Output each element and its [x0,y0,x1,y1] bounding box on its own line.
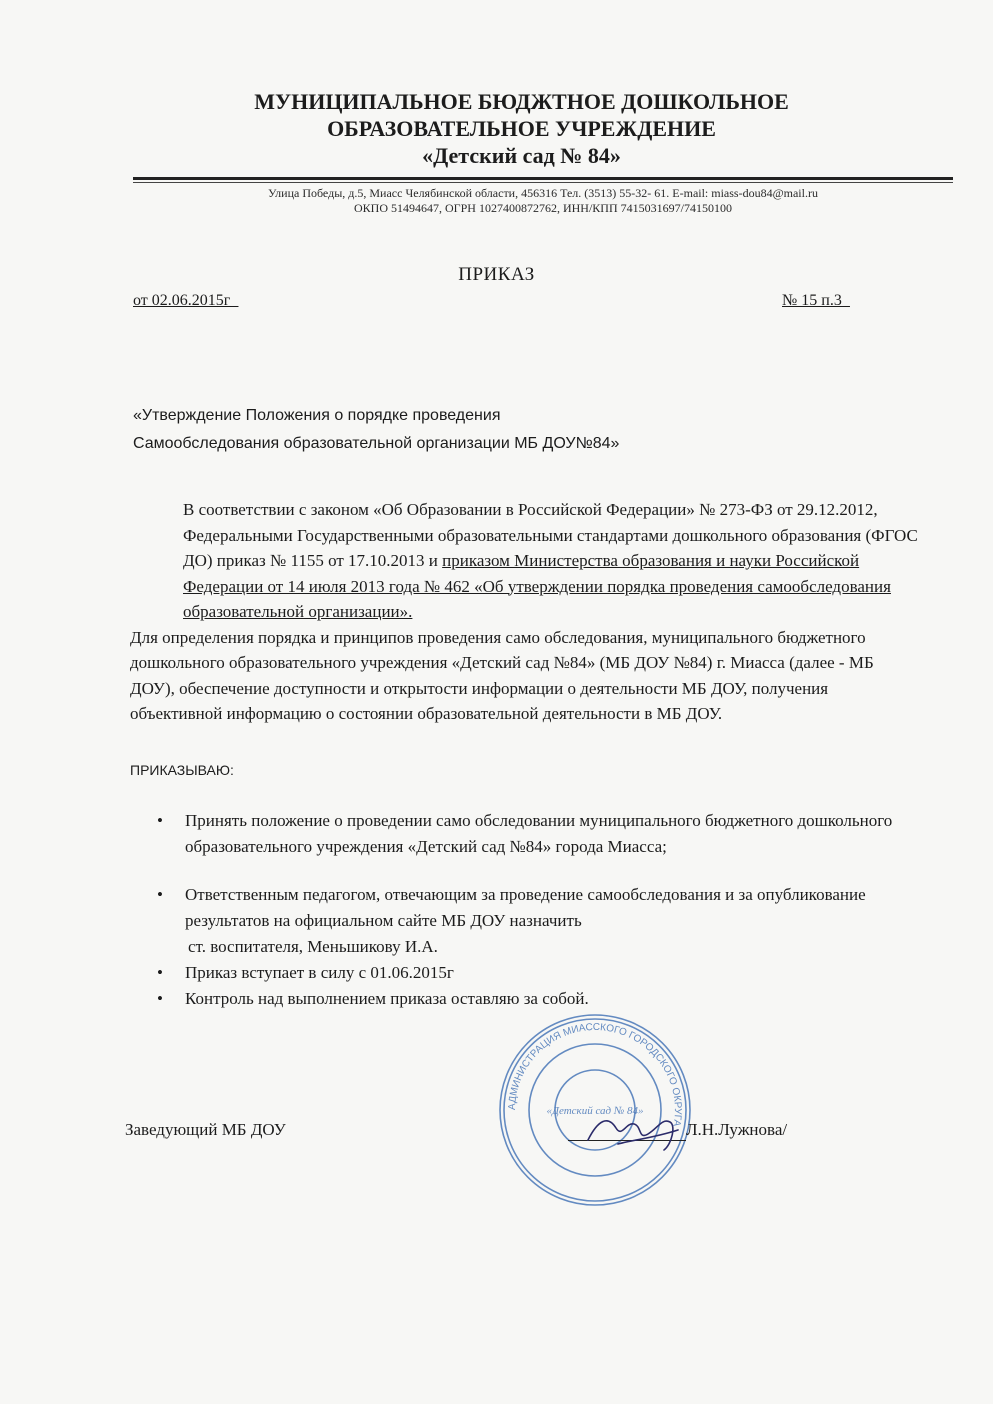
order-subject [133,402,893,458]
stamp-inner-text: «Детский сад № 84» [546,1105,644,1117]
order-number: № 15 п.3_ [782,292,850,309]
list-item [155,960,925,986]
signer-position: Заведующий МБ ДОУ [125,1120,286,1139]
order-items-list [155,808,925,1012]
signer-name: Л.Н.Лужнова/ [686,1120,788,1139]
header-rule-thick [133,177,953,180]
stamp-outer-text-path: АДМИНИСТРАЦИЯ МИАССКОГО ГОРОДСКОГО ОКРУГА [506,1021,684,1128]
order-body [130,497,922,727]
header-rule-thin [133,182,953,183]
handwritten-signature [578,1100,688,1160]
body-paragraph-1-text: В соответствии с законом «Об Образовании в Российской Федерации» № 273-ФЗ от 29.12.2012, Федеральными Государственными образовательными стандартами дошкольного образования (ФГОС ДО) приказ № 1155 от 17.10.2013 и [183,500,918,570]
contacts-block [133,186,953,216]
list-item [155,986,925,1012]
organization-name [0,88,993,169]
list-item [155,808,925,860]
org-name-line-2: ОБРАЗОВАТЕЛЬНОЕ УЧРЕЖДЕНИЕ [327,116,716,141]
list-item-subtext: ст. воспитателя, Меньшикову И.А. [188,937,438,956]
list-item [155,882,925,960]
contacts-line-1: Улица Победы, д.5, Миасс Челябинской области, 456316 Тел. (3513) 55-32- 61. E-mail: miass-dou84@mail.ru [268,186,818,200]
contacts-line-2: ОКПО 51494647, ОГРН 1027400872762, ИНН/КПП 7415031697/74150100 [354,201,732,215]
list-item-text: Ответственным педагогом, отвечающим за проведение самообследования и за опубликование результатов на официальном сайте МБ ДОУ назначить [185,885,866,930]
subject-line-1: «Утверждение Положения о порядке проведения [133,407,501,424]
body-paragraph-1 [130,497,922,625]
list-item-text: Приказ вступает в силу с 01.06.2015г [185,963,454,982]
directive-label: ПРИКАЗЫВАЮ: [130,762,234,778]
org-name-line-3: «Детский сад № 84» [422,143,621,168]
body-paragraph-1-underlined: приказом Министерства образования и науки Российской Федерации от 14 июля 2013 года № 462 «Об утверждении порядка проведения самообследования образовательной организации». [183,551,891,621]
body-paragraph-2: Для определения порядка и принципов проведения само обследования, муниципального бюджетного дошкольного образовательного учреждения «Детский сад №84» (МБ ДОУ №84) г. Миасса (далее - МБ ДОУ), обеспечение доступности и открытости информации о деятельности МБ ДОУ, получения объективной информацию о состоянии образовательной деятельности в МБ ДОУ. [130,627,874,723]
order-date: от 02.06.2015г_ [133,292,239,309]
list-item-text: Контроль над выполнением приказа оставляю за собой. [185,989,589,1008]
list-item-text: Принять положение о проведении само обследовании муниципального бюджетного дошкольного образовательного учреждения «Детский сад №84» города Миасса; [185,811,893,856]
subject-line-2: Самообследования образовательной организации МБ ДОУ№84» [133,435,620,452]
org-name-line-1: МУНИЦИПАЛЬНОЕ БЮДЖТНОЕ ДОШКОЛЬНОЕ [254,89,789,114]
order-title: ПРИКАЗ [458,264,535,285]
